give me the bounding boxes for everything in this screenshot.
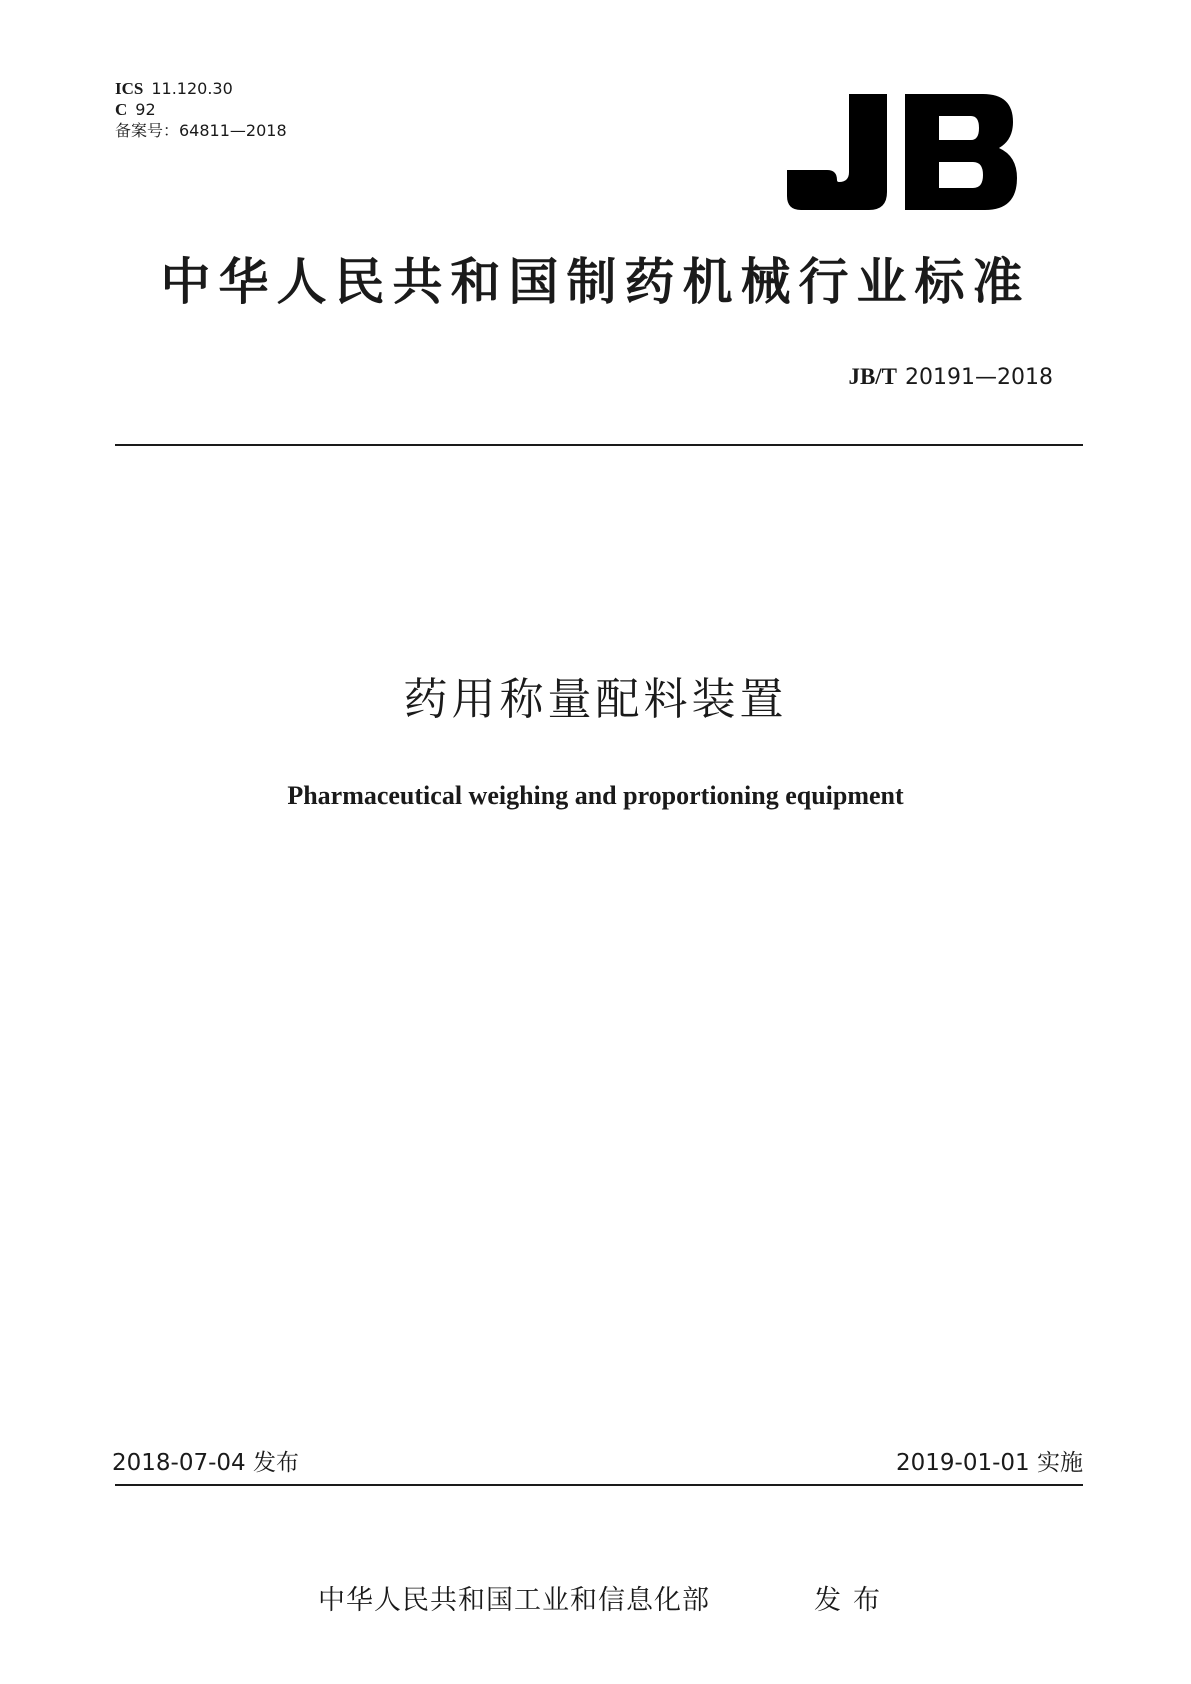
effective-date: 2019-01-01 实施 — [896, 1450, 1083, 1476]
ccs-row — [115, 99, 287, 120]
ccs-label: C — [115, 100, 128, 119]
ics-row — [115, 78, 287, 99]
top-divider — [115, 444, 1083, 446]
issue-date: 2018-07-04 发布 — [112, 1450, 299, 1476]
standard-number — [848, 364, 1053, 390]
standard-prefix: JB/T — [848, 364, 898, 389]
record-number: 备案号：64811—2018 — [115, 121, 287, 140]
bottom-divider — [115, 1484, 1083, 1486]
classification-block — [115, 78, 287, 141]
jb-logo — [787, 94, 1017, 210]
standard-code: 20191—2018 — [905, 365, 1053, 390]
document-title-cn: 药用称量配料装置 — [403, 674, 788, 725]
document-title-en: Pharmaceutical weighing and proportioning equipment — [287, 781, 904, 810]
ics-value: 11.120.30 — [151, 79, 233, 98]
industry-title: 中华人民共和国制药机械行业标准 — [160, 253, 1031, 311]
ics-label: ICS — [115, 79, 144, 98]
issuing-authority: 中华人民共和国工业和信息化部 — [318, 1585, 710, 1616]
issue-action: 发布 — [814, 1585, 892, 1616]
ccs-value: 92 — [135, 100, 156, 119]
